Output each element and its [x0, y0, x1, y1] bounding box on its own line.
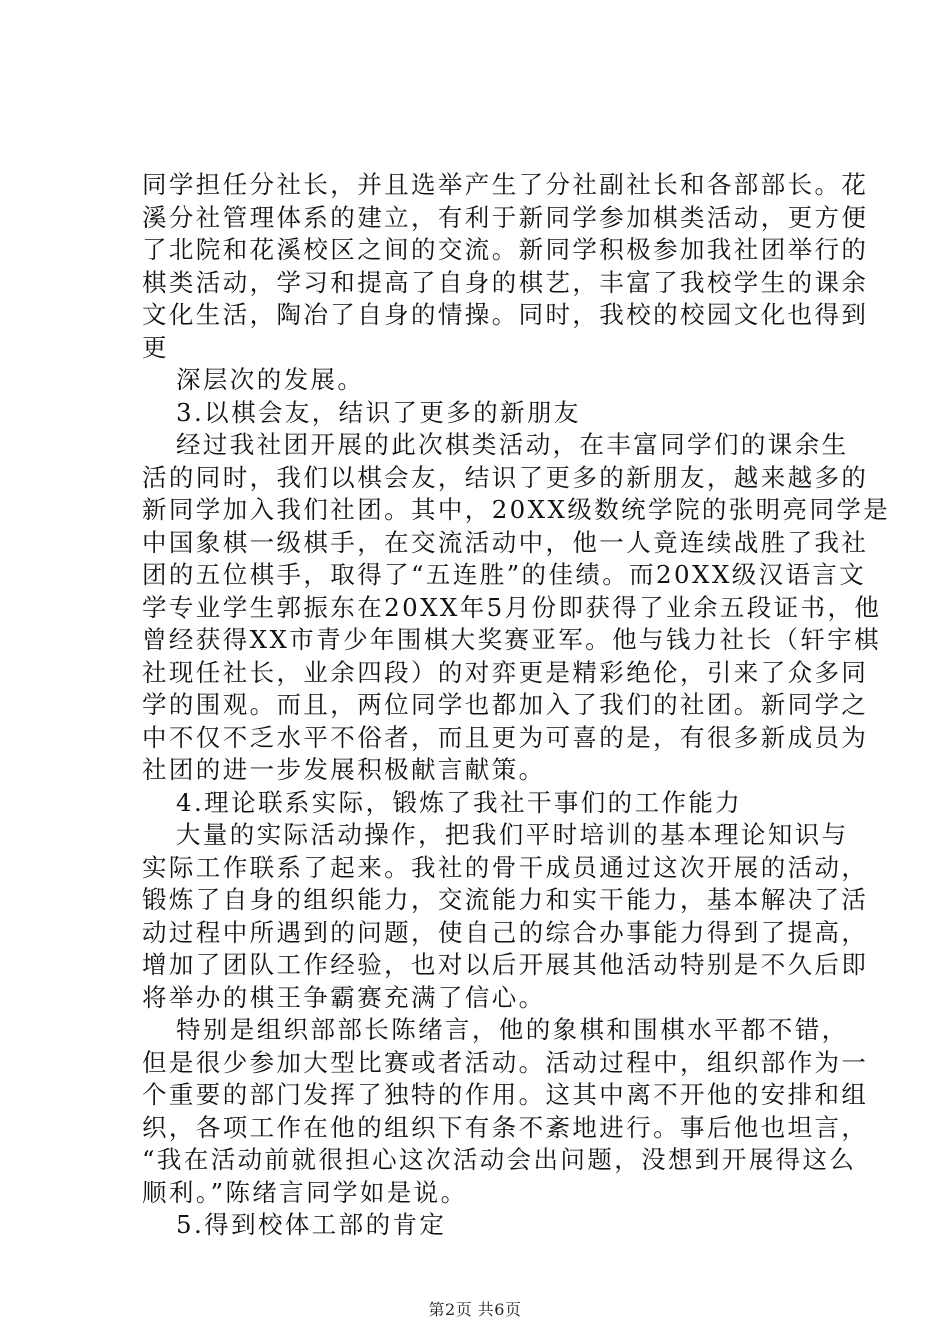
text-line: 特别是组织部部长陈绪言，他的象棋和围棋水平都不错，: [176, 1015, 849, 1044]
text-line: 动过程中所遇到的问题，使自己的综合办事能力得到了提高，: [142, 918, 869, 947]
text-line: 经过我社团开展的此次棋类活动，在丰富同学们的课余生: [176, 430, 849, 459]
text-line: 了北院和花溪校区之间的交流。新同学积极参加我社团举行的: [142, 235, 869, 264]
section-heading-5: 5.得到校体工部的肯定: [176, 1210, 447, 1239]
text-line: 团的五位棋手，取得了“五连胜”的佳绩。而20XX级汉语言文: [142, 560, 867, 589]
text-line: 溪分社管理体系的建立，有利于新同学参加棋类活动，更方便: [142, 203, 869, 232]
text-line: 顺利。”陈绪言同学如是说。: [142, 1178, 468, 1207]
text-line: 同学担任分社长，并且选举产生了分社副社长和各部部长。花: [142, 170, 869, 199]
text-line: 中国象棋一级棋手，在交流活动中，他一人竟连续战胜了我社: [142, 528, 869, 557]
text-line: 社现任社长，业余四段）的对弈更是精彩绝伦，引来了众多同: [142, 658, 869, 687]
text-line: 实际工作联系了起来。我社的骨干成员通过这次开展的活动，: [142, 853, 869, 882]
text-line: 更: [142, 333, 169, 362]
text-line: 新同学加入我们社团。其中，20XX级数统学院的张明亮同学是: [142, 495, 891, 524]
text-line: 个重要的部门发挥了独特的作用。这其中离不开他的安排和组: [142, 1080, 869, 1109]
text-line: “我在活动前就很担心这次活动会出问题，没想到开展得这么: [142, 1145, 857, 1174]
text-line: 社团的进一步发展积极献言献策。: [142, 755, 546, 784]
text-line: 深层次的发展。: [176, 365, 365, 394]
section-heading-4: 4.理论联系实际，锻炼了我社干事们的工作能力: [176, 788, 743, 817]
page-number-footer: 第2页 共6页: [428, 1300, 522, 1319]
text-line: 文化生活，陶冶了自身的情操。同时，我校的校园文化也得到: [142, 300, 869, 329]
text-line: 锻炼了自身的组织能力，交流能力和实干能力，基本解决了活: [142, 885, 869, 914]
section-heading-3: 3.以棋会友，结识了更多的新朋友: [176, 398, 581, 427]
text-line: 棋类活动，学习和提高了自身的棋艺，丰富了我校学生的课余: [142, 268, 869, 297]
text-line: 学的围观。而且，两位同学也都加入了我们的社团。新同学之: [142, 690, 869, 719]
text-line: 活的同时，我们以棋会友，结识了更多的新朋友，越来越多的: [142, 463, 869, 492]
text-line: 但是很少参加大型比赛或者活动。活动过程中，组织部作为一: [142, 1048, 869, 1077]
text-line: 学专业学生郭振东在20XX年5月份即获得了业余五段证书，他: [142, 593, 882, 622]
text-line: 曾经获得XX市青少年围棋大奖赛亚军。他与钱力社长（轩宇棋: [142, 625, 882, 654]
text-line: 织，各项工作在他的组织下有条不紊地进行。事后他也坦言，: [142, 1113, 869, 1142]
text-line: 将举办的棋王争霸赛充满了信心。: [142, 983, 546, 1012]
text-line: 中不仅不乏水平不俗者，而且更为可喜的是，有很多新成员为: [142, 723, 869, 752]
text-line: 增加了团队工作经验，也对以后开展其他活动特别是不久后即: [142, 950, 869, 979]
text-line: 大量的实际活动操作，把我们平时培训的基本理论知识与: [176, 820, 849, 849]
